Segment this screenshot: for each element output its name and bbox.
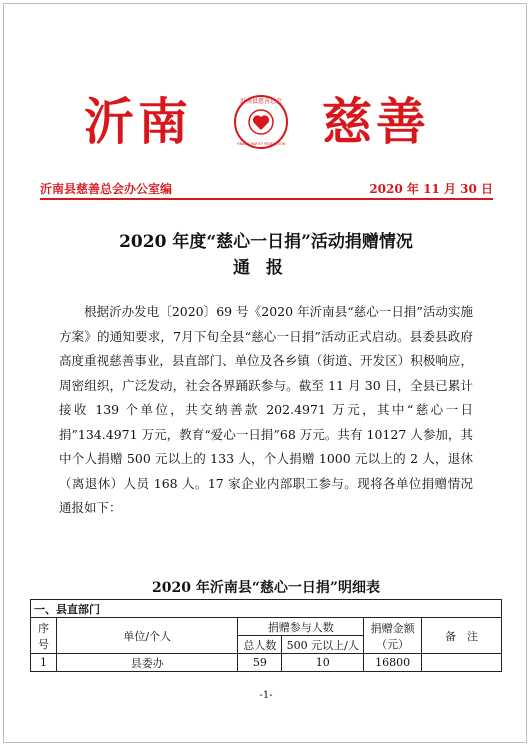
heart-emblem-icon xyxy=(225,94,297,150)
header-index: 序号 xyxy=(31,618,57,654)
header-unit: 单位/个人 xyxy=(56,618,237,654)
donation-table xyxy=(30,599,502,672)
table-title: 2020 年沂南县“慈心一日捐”明细表 xyxy=(152,580,380,596)
masthead xyxy=(0,86,532,156)
header-bar xyxy=(40,180,493,198)
cell-remark xyxy=(422,654,502,672)
document-subtitle: 通报 xyxy=(233,258,299,278)
header-participants: 捐赠参与人数 xyxy=(238,618,364,636)
header-total-people: 总人数 xyxy=(238,636,282,654)
logo-text: 沂南县慈善总会 xyxy=(239,98,283,105)
header-over-500: 500 元以上/人 xyxy=(282,636,364,654)
table-row xyxy=(31,654,502,672)
cell-amount: 16800 xyxy=(364,654,422,672)
masthead-right-text: 慈善 xyxy=(322,92,430,151)
logo-subtext: YINAN CHARITY FEDERATION xyxy=(236,142,286,146)
section-row xyxy=(31,600,502,618)
issuer-label: 沂南县慈善总会办公室编 xyxy=(40,182,173,196)
section-label: 一、县直部门 xyxy=(31,600,502,618)
body-paragraph-container xyxy=(59,300,473,521)
issue-date: 2020 年 11 月 30 日 xyxy=(369,182,493,196)
cell-total: 59 xyxy=(238,654,282,672)
header-amount: 捐赠金额（元） xyxy=(364,618,422,654)
red-divider xyxy=(40,198,493,200)
cell-over-500: 10 xyxy=(282,654,364,672)
cell-unit: 县委办 xyxy=(56,654,237,672)
header-row xyxy=(31,618,502,636)
header-remark: 备 注 xyxy=(422,618,502,654)
cell-index: 1 xyxy=(31,654,57,672)
masthead-left-text: 沂南 xyxy=(84,92,192,151)
document-title: 2020 年度“慈心一日捐”活动捐赠情况 xyxy=(119,232,413,252)
body-paragraph: 根据沂办发电〔2020〕69 号《2020 年沂南县“慈心一日捐”活动实施方案》的通知要求，7月下旬全县“慈心一日捐”活动正式启动。县委县政府高度重视慈善事业，县直部门、单位及各乡镇（街道、开发区）积极响应，周密组织，广泛发动，社会各界踊跃参与。截至 11 月 30 日，全县已累计接收 139 个单位，共交纳善款 202.4971 万元，其中“慈心一日捐”134.4971 万元，教育“爱心一日捐”68 万元。共有 10127 人参加，其中个人捐赠 500 元以上的 133 人，个人捐赠 1000 元以上的 2 人，退休（离退休）人员 168 人。17 家企业内部职工参与。现将各单位捐赠情况通报如下： xyxy=(59,304,473,515)
page-number: -1- xyxy=(259,690,273,701)
